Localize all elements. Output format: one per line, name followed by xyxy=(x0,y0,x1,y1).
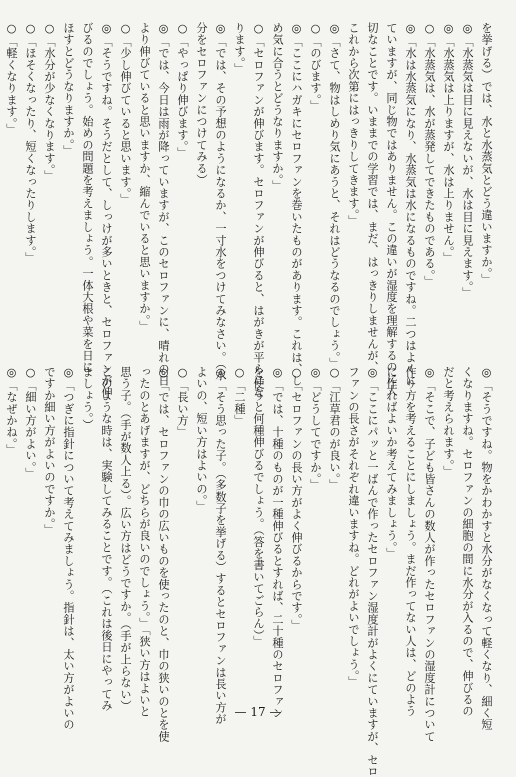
page-number: — 17 — xyxy=(234,705,282,719)
text-line: を挙げる）では、水と水蒸気とどう違いますか。」 xyxy=(480,22,493,286)
text-line: ○「長い方」 xyxy=(176,366,189,438)
text-line: 思う子。（手が数人上る）。広い方はどうですか。（手が上らない） xyxy=(119,366,132,712)
text-line: ○「水分が少なくなります。」 xyxy=(43,22,56,182)
text-line: ○「細い方がよい。」 xyxy=(24,366,37,480)
text-line: ○「セロファンの長い方がよく伸びるからです。」 xyxy=(290,366,303,632)
text-line: ◎「ここにハガキにセロファンを巻いたものがあります。これは、し xyxy=(290,22,303,387)
text-line: ○「のびます。」 xyxy=(309,22,322,112)
text-line: ○「二種」 xyxy=(233,366,246,427)
text-line: ったのとあげますが、どちらが良いのでしょう。」「狭い方はよいと xyxy=(138,366,151,718)
text-line: ります。」 xyxy=(233,22,246,75)
text-line: ですか細い方がよいのですか。」 xyxy=(43,366,56,536)
text-line: ましょう。） xyxy=(81,366,94,431)
text-line: ◎「そう思った子。（多数子を挙げる）するとセロファンは長い方が xyxy=(214,366,227,725)
text-line: ○「江草君のが良い。」 xyxy=(328,366,341,491)
text-line: ◎「水は水蒸気になり、水蒸気は水になるものですね。二つはよくに xyxy=(404,22,417,387)
text-line: を使うと何種伸びるでしょう。（答を書いてごらん）」 xyxy=(252,366,265,648)
text-line: ◎「ここにパッと一ばんで作ったセロファン湿度計がよくにていますが、セロ xyxy=(366,366,379,777)
text-line: ◎「どうしてですか。」 xyxy=(309,366,322,491)
text-line: ◎「そうですね。物をかわかすと水分がなくなって軽くなり、細く短 xyxy=(480,366,493,731)
text-line: ◎「水蒸気は目に見えないが、水は目に見えます。」 xyxy=(461,22,474,299)
text-line: ほすとどうなりますか。」 xyxy=(62,22,75,157)
text-line: ○「水蒸気は、水が蒸発してできたものである。」 xyxy=(423,22,436,288)
text-line: ○「少し伸びていると思います。」 xyxy=(119,22,132,206)
text-line: ◎「では、十種のものが一種伸びるとすれば、二十種のセロファン xyxy=(271,366,284,719)
text-line: に作ればよいか考えてみましょう。」 xyxy=(385,366,398,560)
text-line: より伸びていると思いますか、縮んでいると思いますか。」 xyxy=(138,22,151,333)
text-line: だと考えられます。」 xyxy=(442,366,455,478)
text-line: ○「軽くなります。」 xyxy=(5,22,18,136)
text-line: ◎「そうですね。そうだとして、しっけが多いときと、セロファンが伸 xyxy=(100,22,113,399)
text-line: びるのでしょう。始めの問題を考えましょう。一体大根や菜を日に xyxy=(81,22,94,373)
text-line: ○「やっぱり伸びます。」 xyxy=(176,22,189,159)
text-line: 分をセロファンにつけてみる） xyxy=(195,22,208,186)
text-line: 作り方を考えることにしましょう。まだ作ってない人は、どのよう xyxy=(404,366,417,717)
text-line: ◎「さて、物はしめり気にあうと、それはどうなるのでしょう。」 xyxy=(328,22,341,370)
text-line: ファンの長さがそれぞれ違いますね。どれがよいでしょう。」 xyxy=(347,366,360,688)
text-line: ◎「つぎに指針について考えてみましょう。指針は、太い方がよいの xyxy=(62,366,75,731)
text-line xyxy=(0,366,2,678)
text-line: ◎「なぜかね。」 xyxy=(5,366,18,456)
text-line: くなりますね。セロファンの細胞の間に水分が入るので、伸びるの xyxy=(461,366,474,717)
text-line: 切なことです。いままでの学習では、まだ、はっきりしませんが、 xyxy=(366,22,379,373)
text-line: ◎「では、セロファンの巾の広いものを使ったのと、巾の狭いのとを使 xyxy=(157,366,170,743)
text-line: ○「セロファンが伸びます。セロファンが伸びると、はがきが平らにな xyxy=(252,22,265,399)
text-line: これから次第にはっきりしてきます。」 xyxy=(347,22,360,227)
text-line: ◎「では、その予想のようになるか、一寸水をつけてみなさい。（水 xyxy=(214,22,227,381)
text-line: ○「ほそくなったり、短くなったりします。」 xyxy=(24,22,37,264)
text-line: ◎「そこで、子ども皆さんの数人が作ったセロファンの湿度計について xyxy=(423,366,436,743)
text-line: ◎「では、今日は雨が降っていますが、このセロファンに、晴れの日 xyxy=(157,22,170,387)
text-line: ◎「水蒸気は上りますが、水は上りません。」 xyxy=(442,22,455,264)
text-line: ていますが、同じ物ではありません。この違いが湿度を理解するのに大 xyxy=(385,22,398,397)
text-line: よいの、短い方はよいの。」 xyxy=(195,366,208,513)
text-line: このような時は、実験してみることです。（これは後日にやってみ xyxy=(100,366,113,712)
text-line: め気に合うとどうなりますか。」 xyxy=(271,22,284,192)
